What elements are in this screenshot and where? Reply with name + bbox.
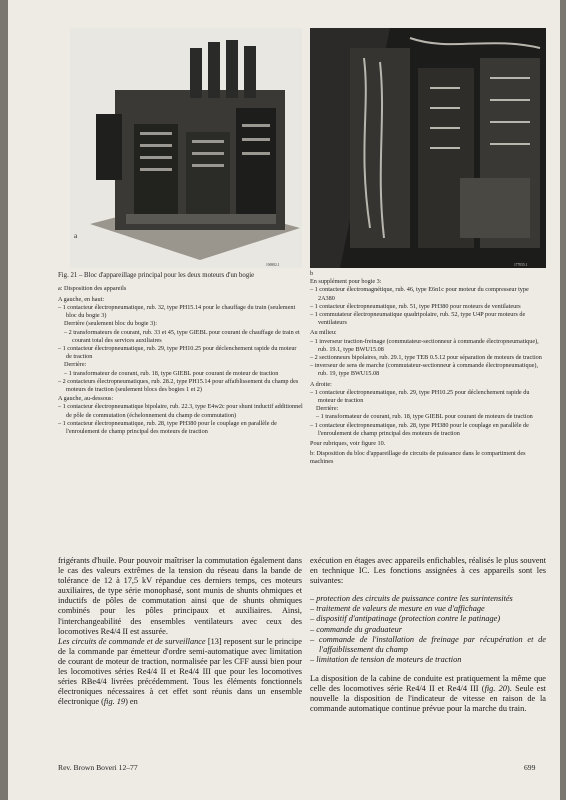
caption-subheading: Derrière (seulement bloc du bogie 3): <box>64 320 157 328</box>
list-item: – limitation de tension de moteurs de traction <box>310 654 462 664</box>
caption-item: – 1 transformateur de courant, rub. 18, type GIEBL pour courant de moteurs de traction <box>316 413 533 421</box>
body-column-left <box>58 556 302 707</box>
page-number: 699 <box>524 763 536 772</box>
caption-item: – 1 contacteur électropneumatique, rub. 32, type PH15.14 pour le chauffage du train (seulement bloc du bogie 3) <box>58 304 296 320</box>
caption-item: – 1 contacteur électropneumatique, rub. 29, type PH10.25 pour déclenchement rapide du moteur de traction <box>58 345 297 361</box>
caption-right <box>310 270 546 467</box>
caption-item: – 1 contacteur électropneumatique, rub. 51, type PH380 pour moteurs de ventilateurs <box>310 302 521 310</box>
body-text: [13] reposent sur le principe de la commande par émetteur d'ordre semi-automatique avec limitation de courant de moteur de traction, normalisée par les CFF aussi bien pour les locomotives séries Re4/4 II et Re4/4 III que pour les locomotives séries RBe4/4 livrées précédemment. Tous les éléments fonctionnels électroniques nécessaires à cet effet sont réunis dans un ensemble électronique ( <box>58 636 302 707</box>
caption-item: – 2 sectionneurs bipolaires, rub. 29.1, type TEB 0.5.12 pour séparation de moteurs de traction <box>310 354 542 362</box>
caption-subheading: A gauche, en haut: <box>58 295 105 303</box>
caption-item: – 1 commutateur électropneumatique quadripolaire, rub. 52, type U4P pour moteurs de ventilateurs <box>310 311 526 327</box>
photo-b-code: 177055.1 <box>514 263 528 267</box>
caption-subheading: Derrière: <box>316 405 339 413</box>
photo-switchgear-block <box>70 28 302 268</box>
body-text: ) en <box>125 697 138 707</box>
caption-item: – 1 contacteur électropneumatique, rub. 29, type PH10.25 pour déclenchement rapide du moteur de traction <box>310 388 530 405</box>
body-text: ). Seule est nouvelle la disposition de l'indicateur de vitesse en raison de la commande automatique continue prévue pour la marche du train. <box>310 684 546 714</box>
caption-item: – inverseur de sens de marche (commutateur-sectionneur à commande électropneumatique), rub. 19, type BWU15.08 <box>310 362 539 378</box>
caption-subheading: A droite: <box>310 380 332 388</box>
caption-item: – 1 contacteur électropneumatique bipolaire, rub. 22.3, type E4w2c pour shunt inductif additionnel de pôle de commutation (échelonnement du champ de commutation) <box>58 403 303 419</box>
caption-item: – 1 contacteur électromagnétique, rub. 46, type E6n1c pour moteur du compresseur type 2A380 <box>310 286 529 302</box>
caption-item: – 1 contacteur électropneumatique, rub. 28, type PH380 pour le couplage en parallèle de l'enroulement de champ principal des moteurs de traction <box>58 419 277 436</box>
photo-machine-compartment <box>310 28 546 268</box>
body-italic-term: Les circuits de commande et de surveillance <box>58 636 206 646</box>
list-item: – dispositif d'antipatinage (protection contre le patinage) <box>310 614 501 624</box>
caption-note: Pour rubriques, voir figure 10. <box>310 440 386 448</box>
photo-a-label: a <box>74 232 78 240</box>
list-item: – commande de l'installation de freinage par récupération et de l'affaiblissement du champ <box>310 634 546 654</box>
caption-left <box>58 272 303 436</box>
caption-a-heading: a: Disposition des appareils <box>58 284 127 292</box>
caption-item: – 1 inverseur traction-freinage (commutateur-sectionneur à commande électropneumatique), rub. 19.1, type BWU15.08 <box>310 337 539 353</box>
photo-a-code: 106982.1 <box>266 263 280 267</box>
figure-title: Fig. 21 – Bloc d'appareillage principal pour les deux moteurs d'un bogie <box>58 272 255 279</box>
caption-item: – 2 transformateurs de courant, rub. 33 et 45, type GIEBL pour courant de chauffage de train et courant total des services auxiliaires <box>64 328 300 344</box>
caption-subheading: Au milieu: <box>310 329 337 337</box>
caption-subheading: A gauche, au-dessous: <box>58 395 114 403</box>
figure-reference: fig. 20 <box>484 684 507 694</box>
list-item: – protection des circuits de puissance contre les surintensités <box>310 594 513 604</box>
body-text: La disposition de la cabine de conduite est pratiquement la même que celle des locomotives série Re4/4 II et Re4/4 III ( <box>310 673 546 694</box>
journal-footer: Rev. Brown Boveri 12–77 <box>58 763 138 772</box>
caption-item: – 2 contacteurs électropneumatiques, rub. 28.2, type PH15.14 pour affaiblissement du champ des moteurs de traction (seulement blocs des bogies 1 et 2) <box>58 377 299 394</box>
body-paragraph: frigérants d'huile. Pour pouvoir maîtriser la commutation également dans le cas des valeurs extrêmes de la tension du réseau dans la bande de tolérance de 12 à 17,5 kV répandue ces derniers temps, ces moteurs auxiliaires, de type série monophasé, sont munis de shunts ohmiques et inductifs de pôles de commutation ainsi que de shunts ohmiques combinés pour les pôles principaux et auxiliaires. Ainsi, l'interchangeabilité des ensembles ventilateurs avec ceux des locomotives Re4/4 II est assurée. <box>58 556 302 636</box>
figure-reference: fig. 19 <box>103 697 126 707</box>
page <box>8 0 560 800</box>
caption-subheading: Derrière: <box>64 361 87 369</box>
caption-item: – 1 transformateur de courant, rub. 18, type GIEBL pour courant de moteur de traction <box>64 369 279 377</box>
caption-item: – 1 contacteur électropneumatique, rub. 28, type PH380 pour le couplage en parallèle de l'enroulement de champ principal des moteurs de traction <box>310 421 529 437</box>
list-item: – commande du graduateur <box>310 624 402 634</box>
body-column-right <box>310 556 546 714</box>
list-item: – traitement de valeurs de mesure en vue d'affichage <box>310 604 485 614</box>
caption-subheading: En supplément pour bogie 3: <box>310 278 382 286</box>
function-list <box>310 594 546 665</box>
body-paragraph: exécution en étages avec appareils enfichables, réalisés le plus souvent en technique IC. Les fonctions assignées à ces appareils sont les suivantes: <box>310 556 546 586</box>
photo-b-label: b <box>310 270 314 277</box>
caption-b-desc: b: Disposition du bloc d'appareillage de circuits de puissance dans le compartiment des machines <box>310 450 526 466</box>
